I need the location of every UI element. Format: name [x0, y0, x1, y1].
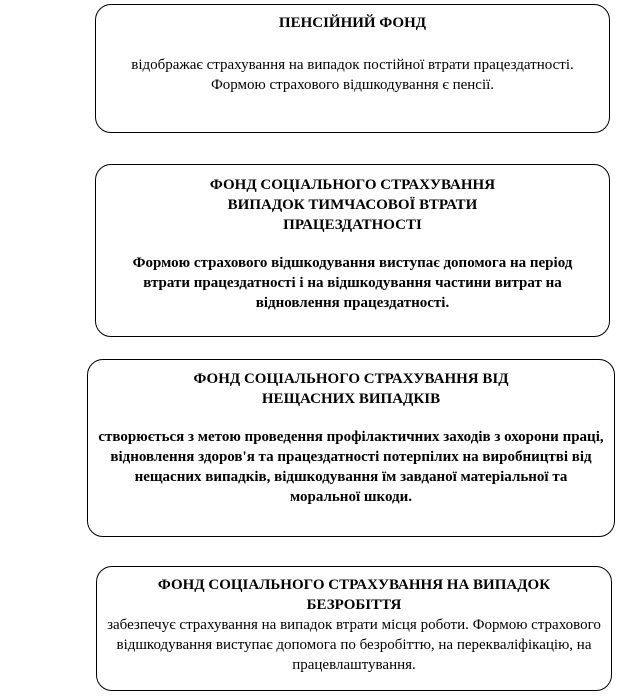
- pension-fund-box: [95, 4, 610, 133]
- accident-fund-description: створюється з метою проведення профілактичних заходів з охорони праці, відновлення здоров'я та працездатності потерпілих на виробництві від нещасних випадків, відшкодування їм завданої матеріальної та моральної шкоди.: [98, 429, 604, 505]
- temporary-disability-fund-title: [108, 175, 597, 235]
- pension-fund-description: відображає страхування на випадок постійної втрати працездатності. Формою страхового відшкодування є пенсії.: [131, 57, 574, 93]
- title-line: ФОНД СОЦІАЛЬНОГО СТРАХУВАННЯ НА ВИПАДОК: [157, 577, 551, 593]
- accident-fund-title: [98, 369, 604, 409]
- temporary-disability-fund-description: Формою страхового відшкодування виступає допомога на період втрати працездатності і на відшкодування частини витрат на відновлення працездатності.: [132, 255, 573, 311]
- unemployment-fund-title: [107, 575, 601, 615]
- pension-fund-title: ПЕНСІЙНИЙ ФОНД: [278, 15, 427, 31]
- unemployment-fund-box: [96, 566, 612, 691]
- title-line: ВИПАДОК ТИМЧАСОВОЇ ВТРАТИ: [227, 197, 478, 213]
- title-line: ФОНД СОЦІАЛЬНОГО СТРАХУВАННЯ: [209, 177, 496, 193]
- temporary-disability-fund-box: [95, 164, 610, 337]
- title-line: БЕЗРОБІТТЯ: [306, 597, 402, 613]
- title-line: НЕЩАСНИХ ВИПАДКІВ: [261, 391, 441, 407]
- unemployment-fund-description: забезпечує страхування на випадок втрати місця роботи. Формою страхового відшкодування виступає допомога по безробіттю, на перекваліфікацію, на працевлаштування.: [107, 617, 601, 673]
- title-line: ПРАЦЕЗДАТНОСТІ: [283, 217, 422, 233]
- accident-fund-box: [87, 359, 615, 537]
- title-line: ФОНД СОЦІАЛЬНОГО СТРАХУВАННЯ ВІД: [193, 371, 509, 387]
